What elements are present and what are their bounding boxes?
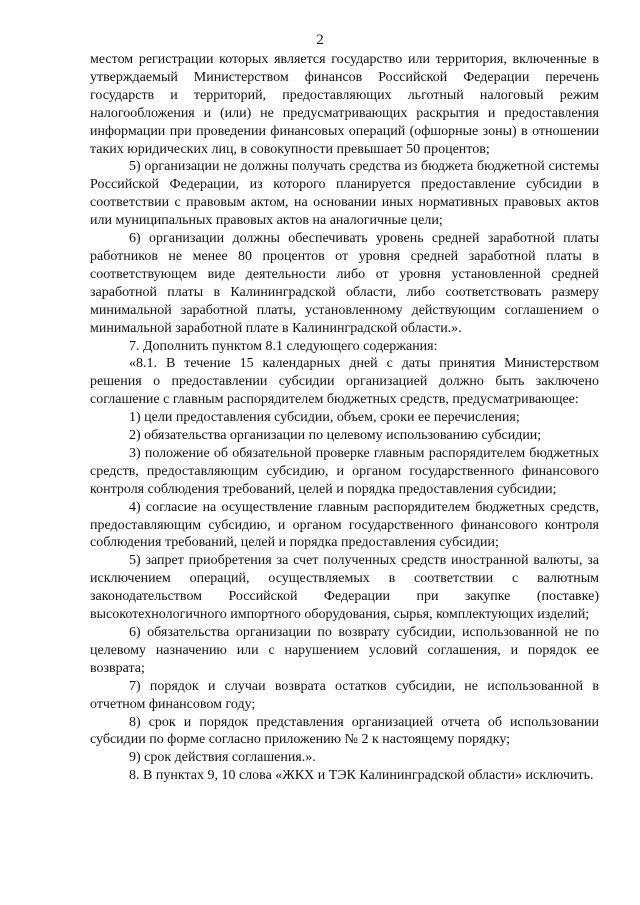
paragraph-agreement-item-4: 4) согласие на осуществление главным распорядителем бюджетных средств, предоставляющим субсидию, и органом государственного финансового контроля соблюдения требований, целей и порядка предоставления субсидии; [90,499,599,551]
paragraph-continuation: местом регистрации которых является государство или территория, включенные в утверждаемый Министерством финансов Российской Федерации перечень государств и территорий, предоставляющих льготный налоговый режим налогообложения и (или) не предусматривающих раскрытия и предоставления информации при проведении финансовых операций (офшорные зоны) в отношении таких юридических лиц, в совокупности превышает 50 процентов; [90,52,599,157]
page-number: 2 [316,32,324,48]
paragraph-agreement-item-7: 7) порядок и случаи возврата остатков субсидии, не использованной в отчетном финансовом году; [90,678,599,712]
paragraph-item-6: 6) организации должны обеспечивать уровень средней заработной платы работников не менее 80 процентов от уровня средней заработной платы в соответствующем виде деятельности либо от уровня установленной средней заработной платы в Калининградской области, либо соответствовать размеру минимальной заработной платы, установленному действующим соглашением о минимальной заработной плате в Калининградской области.». [90,231,599,336]
paragraph-agreement-item-8: 8) срок и порядок представления организацией отчета об использовании субсидии по форме согласно приложению № 2 к настоящему порядку; [90,714,599,748]
paragraph-item-5: 5) организации не должны получать средства из бюджета бюджетной системы Российской Федерации, из которого планируется предоставление субсидии в соответствии с правовым актом, на основании иных нормативных правовых актов или муниципальных правовых актов на аналогичные цели; [90,159,599,229]
paragraph-agreement-item-2: 2) обязательства организации по целевому использованию субсидии; [129,428,542,444]
paragraph-agreement-item-9: 9) срок действия соглашения.». [129,750,316,766]
paragraph-agreement-item-6: 6) обязательства организации по возврату субсидии, использованной не по целевому назначению или с нарушением условий соглашения, и порядок ее возврата; [90,625,599,676]
paragraph-8-1: «8.1. В течение 15 календарных дней с даты принятия Министерством решения о предоставлении субсидии организацией должно быть заключено соглашение с главным распорядителем бюджетных средств, предусматривающее: [90,356,599,408]
paragraph-section-7: 7. Дополнить пунктом 8.1 следующего содержания: [129,338,438,354]
paragraph-agreement-item-1: 1) цели предоставления субсидии, объем, сроки ее перечисления; [129,410,520,426]
paragraph-agreement-item-5: 5) запрет приобретения за счет полученных средств иностранной валюты, за исключением операций, осуществляемых в соответствии с валютным законодательством Российской Федерации при закупке (поставке) высокотехнологичного импортного оборудования, сырья, комплектующих изделий; [90,553,599,623]
paragraph-agreement-item-3: 3) положение об обязательной проверке главным распорядителем бюджетных средств, предоставляющим субсидию, и органом государственного финансового контроля соблюдения требований, целей и порядка предоставления субсидии; [90,445,599,497]
document-body [90,51,599,785]
paragraph-section-8: 8. В пунктах 9, 10 слова «ЖКХ и ТЭК Калининградской области» исключить. [129,768,594,784]
